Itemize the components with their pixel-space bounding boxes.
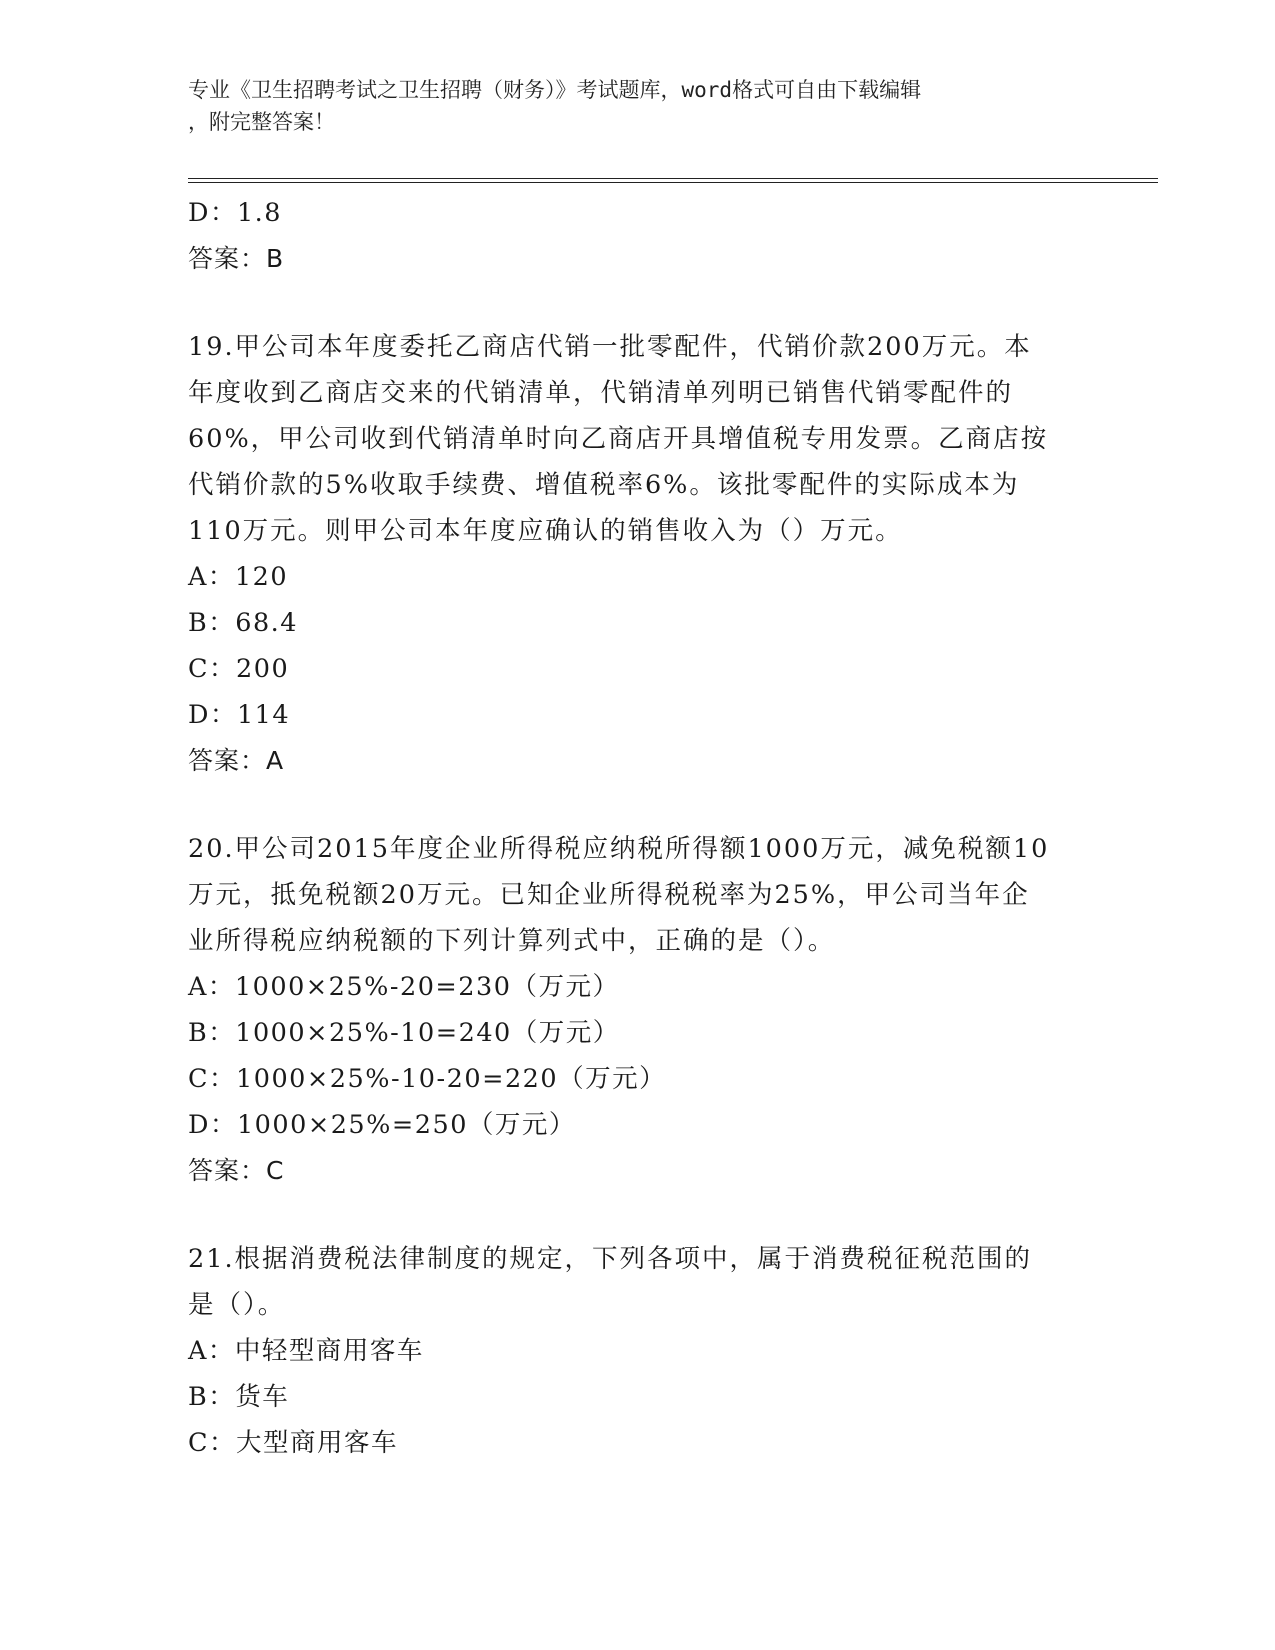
spacer [188,784,1088,826]
option-d: D：114 [188,700,291,730]
question-text-line: 业所得税应纳税额的下列计算列式中，正确的是（）。 [188,926,836,956]
option-c: C：大型商用客车 [188,1428,399,1458]
option-b: B：1000×25%-10=240（万元） [188,1018,620,1048]
header-line-1: 专业《卫生招聘考试之卫生招聘（财务）》考试题库，word格式可自由下载编辑 [188,78,922,102]
option-c: C：200 [188,654,290,684]
page-header [188,74,1068,138]
option-a: A：中轻型商用客车 [188,1336,424,1366]
question-20 [188,826,1088,1194]
option-b: B：68.4 [188,608,299,638]
question-text-line: 19.甲公司本年度委托乙商店代销一批零配件，代销价款200万元。本 [188,332,1032,362]
header-divider-top [188,178,1158,179]
question-text-line: 年度收到乙商店交来的代销清单，代销清单列明已销售代销零配件的 [188,378,1014,408]
option-c: C：1000×25%-10-20=220（万元） [188,1064,667,1094]
header-line-2: ，附完整答案！ [188,110,335,134]
header-divider-bottom [188,182,1158,183]
question-19 [188,324,1088,784]
option-a: A：120 [188,562,289,592]
question-text-line: 是（）。 [188,1290,286,1320]
option-b: B：货车 [188,1382,290,1412]
option-d: D：1.8 [188,198,282,228]
document-body [188,190,1088,1466]
question-text-line: 代销价款的5%收取手续费、增值税率6%。该批零配件的实际成本为 [188,470,1020,500]
question-text-line: 20.甲公司2015年度企业所得税应纳税所得额1000万元，减免税额10 [188,834,1050,864]
spacer [188,282,1088,324]
question-text-line: 60%，甲公司收到代销清单时向乙商店开具增值税专用发票。乙商店按 [188,424,1049,454]
question-text-line: 21.根据消费税法律制度的规定，下列各项中，属于消费税征税范围的 [188,1244,1033,1274]
question-text-line: 万元，抵免税额20万元。已知企业所得税税率为25%，甲公司当年企 [188,880,1030,910]
spacer [188,1194,1088,1236]
option-d: D：1000×25%=250（万元） [188,1110,576,1140]
answer-line: 答案：C [188,1156,285,1185]
question-21 [188,1236,1088,1466]
answer-line: 答案：B [188,244,285,273]
answer-line: 答案：A [188,746,285,775]
option-a: A：1000×25%-20=230（万元） [188,972,620,1002]
question-text-line: 110万元。则甲公司本年度应确认的销售收入为（）万元。 [188,516,903,546]
